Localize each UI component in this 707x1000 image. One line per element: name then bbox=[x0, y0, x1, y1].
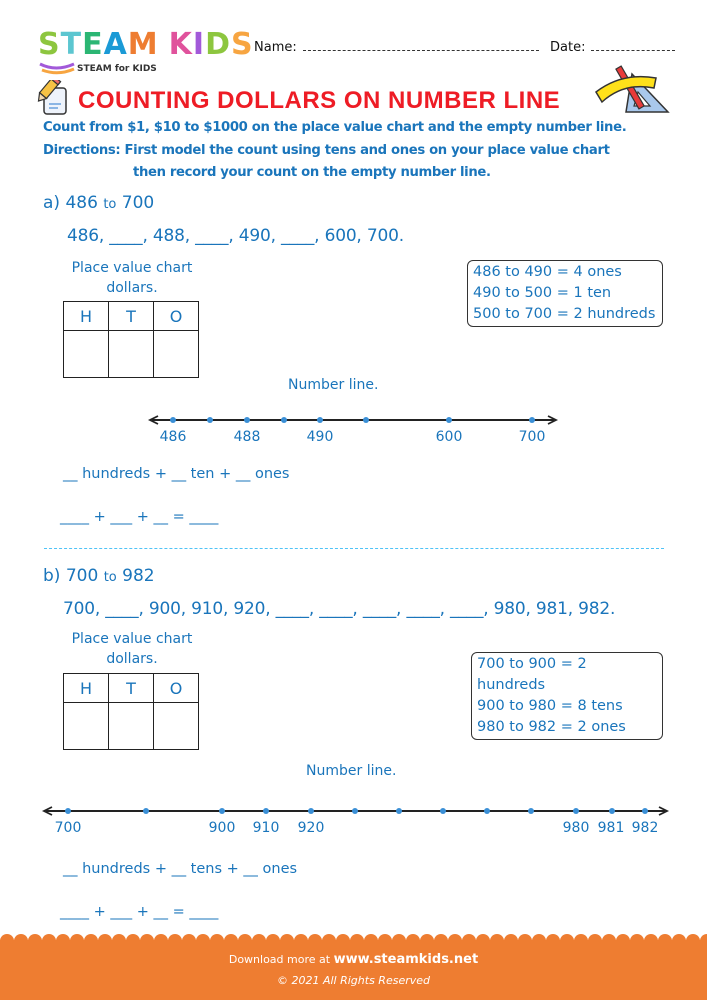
section-a-place-value-caption bbox=[57, 258, 207, 298]
section-b-number-line-caption: Number line. bbox=[306, 763, 397, 779]
name-blank-line[interactable] bbox=[303, 41, 539, 51]
number-line-point bbox=[573, 808, 579, 814]
footer-scallop-edge bbox=[0, 932, 707, 942]
name-field[interactable] bbox=[254, 40, 539, 55]
number-line-point bbox=[446, 417, 452, 423]
steam-kids-logo bbox=[38, 27, 254, 78]
number-line-point bbox=[352, 808, 358, 814]
section-b-place-value-chart bbox=[63, 673, 199, 750]
name-label: Name: bbox=[254, 40, 297, 55]
intro-text: Count from $1, $10 to $1000 on the place value chart and the empty number line. bbox=[43, 120, 627, 135]
section-a-number-line-caption: Number line. bbox=[288, 377, 379, 393]
section-b-equation-sum: ____ + ___ + __ = ____ bbox=[60, 904, 219, 920]
logo-letter: E bbox=[82, 27, 104, 62]
number-line-point bbox=[65, 808, 71, 814]
header-tens: T bbox=[109, 674, 154, 703]
logo-letter: M bbox=[127, 27, 159, 62]
ruler-triangle-pencil-icon bbox=[592, 62, 674, 118]
tick-label: 600 bbox=[435, 429, 463, 445]
number-line-point bbox=[281, 417, 287, 423]
hint-line: 980 to 982 = 2 ones bbox=[477, 719, 626, 735]
hint-line: 486 to 490 = 4 ones bbox=[473, 264, 622, 280]
number-line-point bbox=[308, 808, 314, 814]
section-a-place-value-chart bbox=[63, 301, 199, 378]
header-hundreds: H bbox=[64, 302, 109, 331]
section-a-to: to bbox=[103, 197, 117, 212]
number-line-point bbox=[609, 808, 615, 814]
header-ones: O bbox=[154, 302, 199, 331]
section-b-label bbox=[43, 566, 155, 586]
caption-line: Place value chart bbox=[71, 631, 193, 647]
logo-swoosh-icon bbox=[38, 60, 78, 76]
number-line-point bbox=[528, 808, 534, 814]
tick-label: 981 bbox=[597, 820, 625, 836]
logo-subtitle: STEAM for KIDS bbox=[77, 64, 157, 74]
logo-letter: S bbox=[38, 27, 61, 62]
number-line-point bbox=[263, 808, 269, 814]
cell-tens[interactable] bbox=[109, 703, 154, 750]
date-label: Date: bbox=[550, 40, 586, 55]
footer-url-link[interactable]: www.steamkids.net bbox=[333, 952, 479, 967]
footer-copyright: © 2021 All Rights Reserved bbox=[276, 974, 430, 987]
logo-letter: T bbox=[60, 27, 83, 62]
tick-label: 486 bbox=[159, 429, 187, 445]
tick-label: 900 bbox=[208, 820, 236, 836]
section-b-equation-words: __ hundreds + __ tens + __ ones bbox=[63, 861, 298, 877]
number-line-point bbox=[396, 808, 402, 814]
cell-ones[interactable] bbox=[154, 703, 199, 750]
logo-wordmark bbox=[38, 27, 254, 62]
tick-label: 488 bbox=[233, 429, 261, 445]
section-b-hint-box bbox=[471, 652, 663, 740]
logo-letter: K bbox=[168, 27, 193, 62]
logo-letter: S bbox=[230, 27, 254, 62]
cell-ones[interactable] bbox=[154, 331, 199, 378]
caption-line: Place value chart bbox=[71, 260, 193, 276]
tick-label: 700 bbox=[518, 429, 546, 445]
section-b-number-line[interactable] bbox=[0, 791, 707, 841]
hint-line: 500 to 700 = 2 hundreds bbox=[473, 306, 656, 322]
footer-download bbox=[0, 952, 707, 967]
number-line-point bbox=[143, 808, 149, 814]
pencil-paper-icon bbox=[36, 80, 70, 116]
hint-line: 700 to 900 = 2 hundreds bbox=[477, 656, 587, 693]
section-a-equation-words: __ hundreds + __ ten + __ ones bbox=[63, 466, 290, 482]
number-line-point bbox=[244, 417, 250, 423]
logo-letter: D bbox=[205, 27, 231, 62]
footer bbox=[0, 940, 707, 1000]
section-a-label bbox=[43, 193, 154, 213]
section-a-equation-sum: ____ + ___ + __ = ____ bbox=[60, 509, 219, 525]
worksheet-title: COUNTING DOLLARS ON NUMBER LINE bbox=[78, 87, 561, 114]
section-b-place-value-caption bbox=[57, 629, 207, 669]
caption-line: dollars. bbox=[106, 280, 158, 296]
number-line-point bbox=[363, 417, 369, 423]
section-b-end: 982 bbox=[122, 566, 155, 586]
cell-tens[interactable] bbox=[109, 331, 154, 378]
directions-line-2: then record your count on the empty number line. bbox=[133, 165, 491, 180]
header-hundreds: H bbox=[64, 674, 109, 703]
date-field[interactable] bbox=[550, 40, 675, 55]
section-a-number-line[interactable] bbox=[0, 400, 707, 450]
section-b-start: b) 700 bbox=[43, 566, 99, 586]
header-ones: O bbox=[154, 674, 199, 703]
caption-line: dollars. bbox=[106, 651, 158, 667]
section-a-start: a) 486 bbox=[43, 193, 98, 213]
section-divider bbox=[44, 548, 664, 549]
number-line-point bbox=[317, 417, 323, 423]
directions-line-1: Directions: First model the count using tens and ones on your place value chart bbox=[43, 143, 610, 158]
tick-label: 980 bbox=[562, 820, 590, 836]
number-line-point bbox=[170, 417, 176, 423]
date-blank-line[interactable] bbox=[591, 41, 675, 51]
tick-label: 910 bbox=[252, 820, 280, 836]
section-a-end: 700 bbox=[121, 193, 155, 213]
cell-hundreds[interactable] bbox=[64, 703, 109, 750]
number-line-point bbox=[529, 417, 535, 423]
logo-letter: A bbox=[103, 27, 128, 62]
tick-label: 982 bbox=[631, 820, 659, 836]
section-a-sequence: 486, ____, 488, ____, 490, ____, 600, 700. bbox=[67, 226, 404, 246]
cell-hundreds[interactable] bbox=[64, 331, 109, 378]
number-line-point bbox=[207, 417, 213, 423]
section-b-sequence: 700, ____, 900, 910, 920, ____, ____, ____, ____, ____, 980, 981, 982. bbox=[63, 599, 616, 619]
footer-download-text: Download more at bbox=[228, 953, 331, 966]
hint-line: 490 to 500 = 1 ten bbox=[473, 285, 612, 301]
header-tens: T bbox=[109, 302, 154, 331]
number-line-point bbox=[219, 808, 225, 814]
tick-label: 700 bbox=[54, 820, 82, 836]
tick-label: 490 bbox=[306, 429, 334, 445]
section-a-hint-box bbox=[467, 260, 663, 327]
tick-label: 920 bbox=[297, 820, 325, 836]
number-line-point bbox=[642, 808, 648, 814]
number-line-point bbox=[484, 808, 490, 814]
hint-line: 900 to 980 = 8 tens bbox=[477, 698, 623, 714]
number-line-point bbox=[440, 808, 446, 814]
section-b-to: to bbox=[103, 570, 117, 585]
logo-letter: I bbox=[192, 27, 206, 62]
